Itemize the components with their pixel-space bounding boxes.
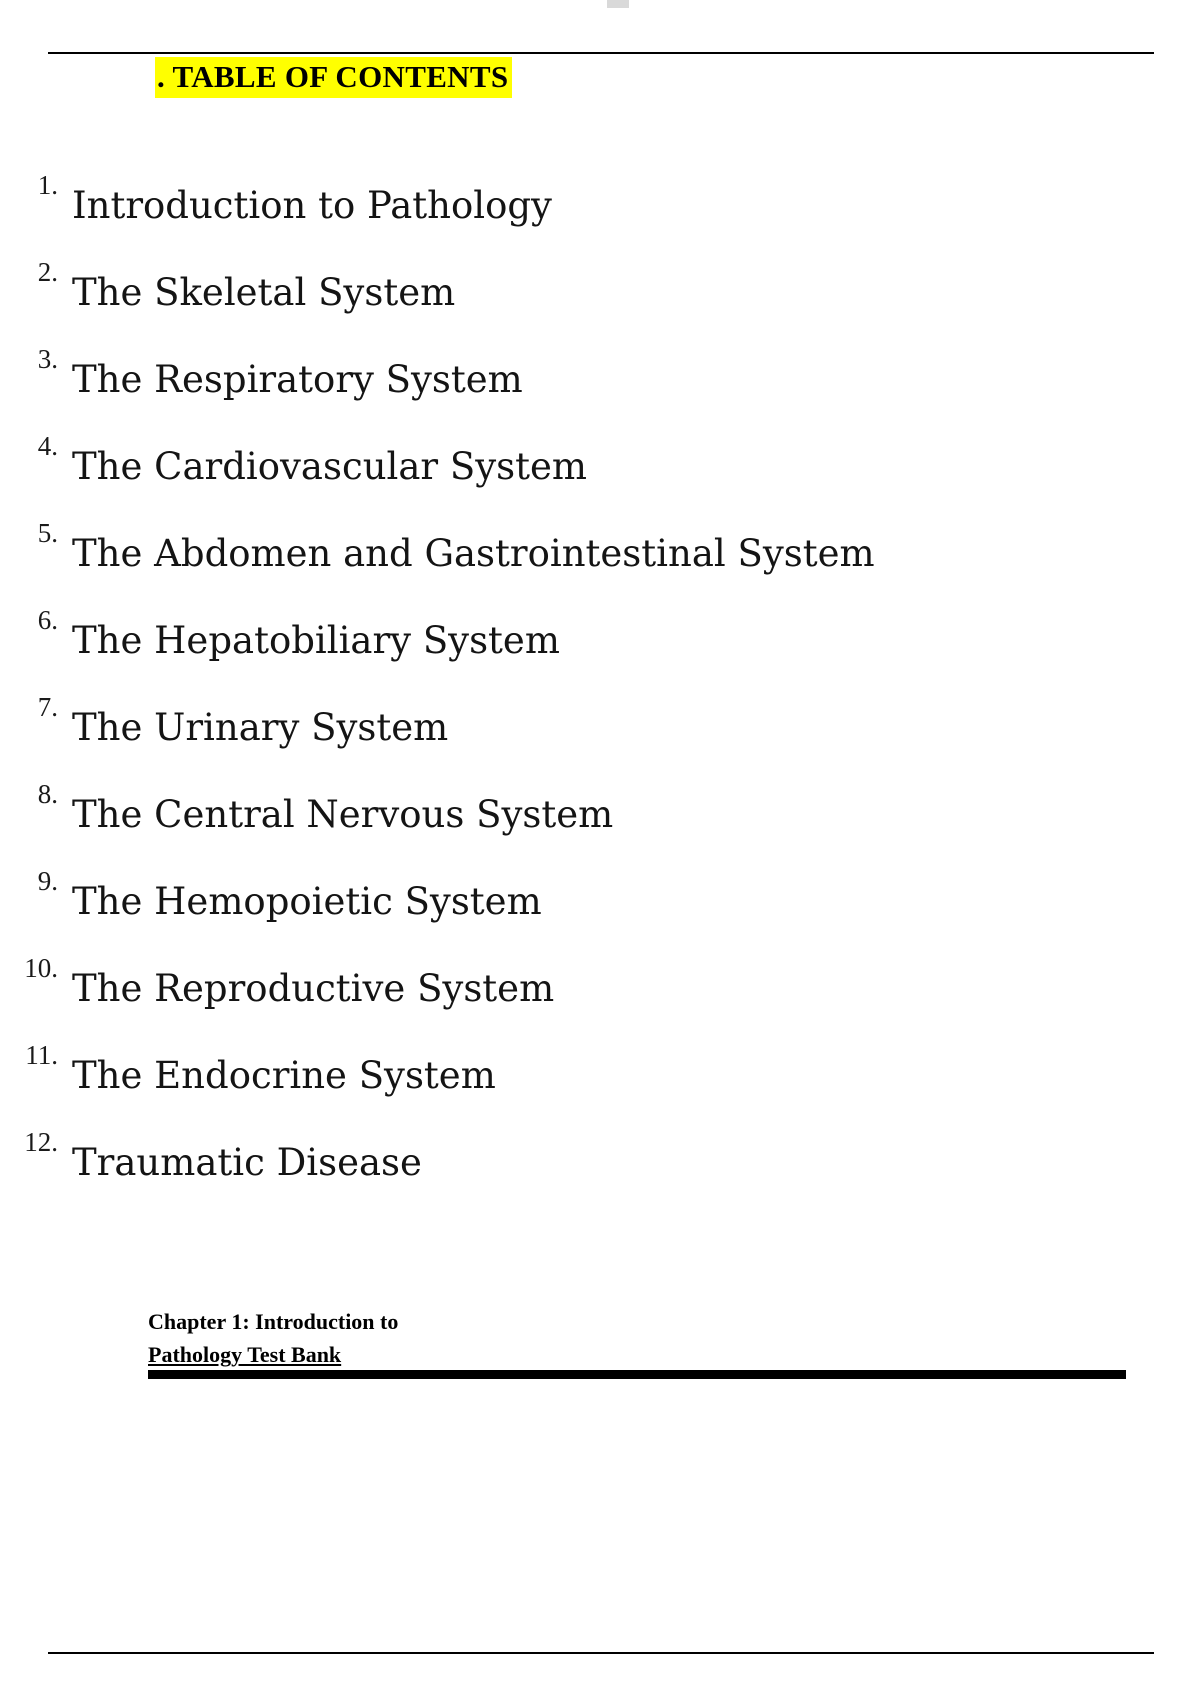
toc-entry-label: The Endocrine System <box>72 1054 496 1097</box>
footer-divider <box>48 1652 1154 1654</box>
toc-entry-label: The Reproductive System <box>72 967 555 1010</box>
page-title: . TABLE OF CONTENTS <box>155 57 512 98</box>
toc-entry-label: The Central Nervous System <box>72 793 614 836</box>
header-divider <box>48 52 1154 54</box>
toc-entry <box>0 257 1200 344</box>
toc-entry-label: The Abdomen and Gastrointestinal System <box>72 532 875 575</box>
toc-entry-label: The Urinary System <box>72 706 449 749</box>
toc-entry <box>0 605 1200 692</box>
toc-entry-label: The Skeletal System <box>72 271 456 314</box>
toc-entry <box>0 692 1200 779</box>
toc-entry <box>0 866 1200 953</box>
toc-entry <box>0 779 1200 866</box>
toc-entry-number: 9. <box>37 866 58 896</box>
chapter-heading-line-2: Pathology Test Bank <box>148 1342 342 1367</box>
toc-entry-label: The Hepatobiliary System <box>72 619 560 662</box>
toc-entry-number: 2. <box>37 257 58 287</box>
toc-entry-number: 10. <box>24 953 58 983</box>
toc-entry <box>0 431 1200 518</box>
toc-entry-number: 12. <box>24 1127 58 1157</box>
chapter-heading-underline <box>148 1370 1126 1379</box>
toc-entry-label: The Respiratory System <box>72 358 523 401</box>
table-of-contents-list <box>0 170 1200 1214</box>
page-top-artifact <box>607 0 629 8</box>
toc-entry <box>0 518 1200 605</box>
toc-entry <box>0 170 1200 257</box>
toc-entry-number: 3. <box>37 344 58 374</box>
toc-entry-number: 7. <box>37 692 58 722</box>
toc-entry-number: 6. <box>37 605 58 635</box>
toc-entry-label: Introduction to Pathology <box>72 184 552 227</box>
toc-entry-label: The Cardiovascular System <box>72 445 587 488</box>
toc-entry-number: 4. <box>37 431 58 461</box>
toc-entry-label: Traumatic Disease <box>72 1141 422 1184</box>
toc-entry-number: 1. <box>37 170 58 200</box>
toc-entry <box>0 1040 1200 1127</box>
toc-entry <box>0 344 1200 431</box>
toc-entry <box>0 1127 1200 1214</box>
toc-entry <box>0 953 1200 1040</box>
chapter-heading-line-1: Chapter 1: Introduction to <box>148 1309 399 1334</box>
toc-entry-number: 8. <box>37 779 58 809</box>
toc-entry-number: 11. <box>25 1040 58 1070</box>
toc-entry-number: 5. <box>37 518 58 548</box>
toc-entry-label: The Hemopoietic System <box>72 880 542 923</box>
chapter-heading <box>148 1305 568 1371</box>
